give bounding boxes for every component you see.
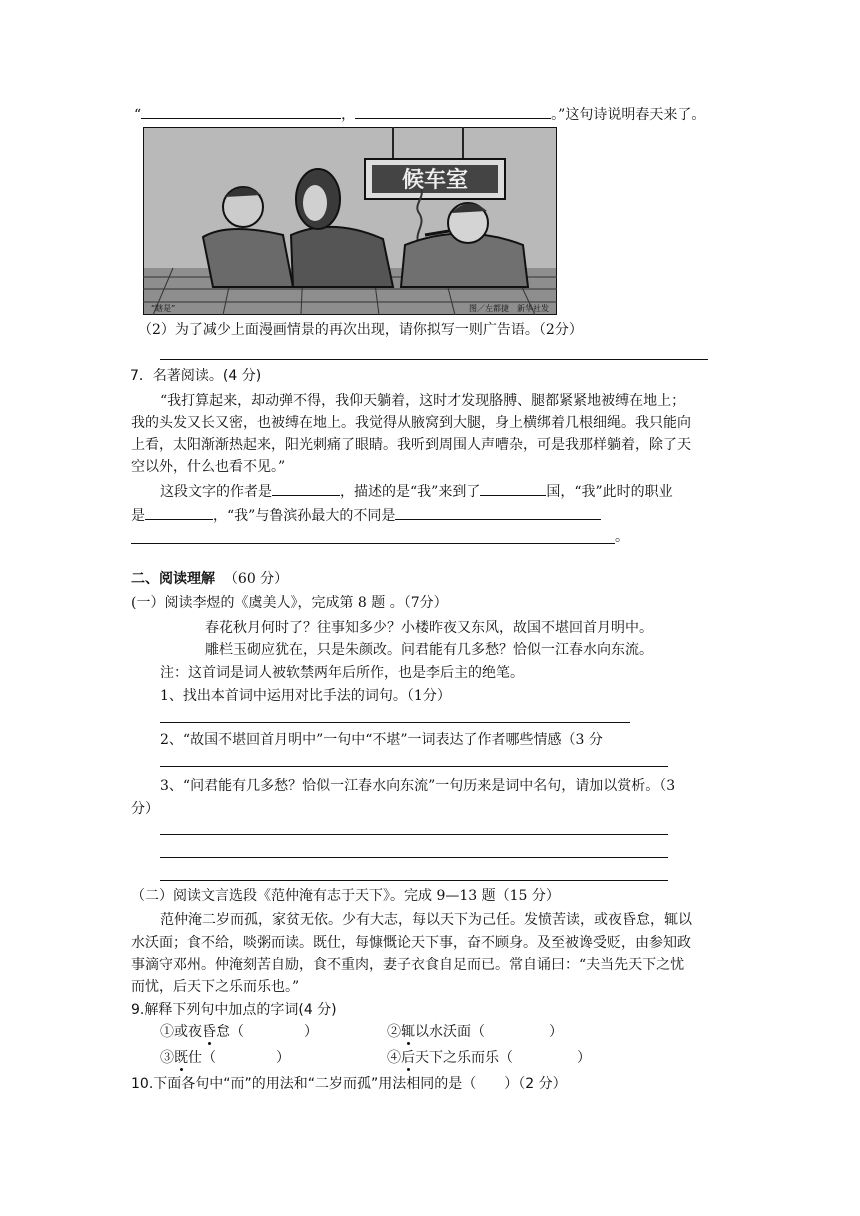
q6-2-prompt: （2）为了减少上面漫画情景的再次出现，请你拟写一则广告语。（2分）: [138, 322, 583, 338]
q7-passage-line-2: 我的头发又长又密，也被缚在地上。我觉得从腋窝到大腿，身上横绑着几根细绳。我只能向: [131, 415, 691, 431]
occupation-blank[interactable]: [145, 505, 213, 520]
part-2-passage-line-1: 范仲淹二岁而孤，家贫无依。少有大志，每以天下为己任。发愤苦读，或夜昏怠，辄以: [160, 912, 692, 928]
q10-prompt: 10.下面各句中“而”的用法和“二岁而孤”用法相同的是（ ）（2 分）: [131, 1076, 567, 1092]
q7-passage-line-1: “我打算起来，却动弹不得，我仰天躺着，这时才发现胳膊、腿都紧紧地被缚在地上；: [160, 393, 686, 409]
part-1-q2: 2、“故国不堪回首月明中”一句中“不堪”一词表达了作者哪些情感（3 分: [160, 732, 603, 748]
author-blank[interactable]: [272, 481, 340, 496]
q7-passage-line-3: 上看，太阳渐渐热起来，阳光刺痛了眼睛。我听到周围人声嘈杂，可是我那样躺着，除了天: [131, 437, 691, 453]
country-blank[interactable]: [480, 481, 546, 496]
q9-title: 9.解释下列句中加点的字词(4 分): [131, 1002, 337, 1018]
poem-blank-2[interactable]: [355, 104, 551, 119]
part-1-q1-answer-line[interactable]: [160, 722, 630, 723]
poem-blank-1[interactable]: [141, 104, 341, 119]
waiting-room-cartoon: [143, 127, 557, 315]
q7-fill-line-1: 这段文字的作者是 ，描述的是“我”来到了 国，“我”此时的职业: [160, 481, 673, 502]
part-2-passage-line-3: 事滴守邓州。仲淹刻苦自励，食不重肉，妻子衣食自足而已。常自诵曰：“夫当先天下之忧: [131, 957, 685, 973]
poem-fill-line: “ ， 。”这句诗说明春天来了。: [134, 104, 705, 125]
q9-item-1: ①或夜昏怠（ ）: [160, 1024, 318, 1040]
part-2-passage-line-2: 水沃面；食不给，啖粥而读。既仕，每慷慨论天下事，奋不顾身。及至被谗受贬，由参知政: [131, 935, 691, 951]
q9-item-4: ④后天下之乐而乐（ ）: [387, 1050, 591, 1066]
part-2-passage-line-4: 而忧，后天下之乐而乐也。”: [131, 979, 300, 995]
q7-title: 7．名著阅读。(4 分): [130, 368, 262, 384]
difference-blank[interactable]: [395, 505, 601, 520]
part-1-q3-answer-line-2[interactable]: [160, 857, 668, 858]
part-1-poem-line-2: 雕栏玉砌应犹在，只是朱颜改。问君能有几多愁？恰似一江春水向东流。: [205, 642, 653, 658]
part-1-intro: (一）阅读李煜的《虞美人》，完成第 8 题 。（7分）: [131, 595, 448, 611]
part-1-q2-answer-line[interactable]: [160, 766, 668, 767]
q7-answer-line[interactable]: [131, 543, 615, 544]
part-1-q3-score: 分）: [131, 801, 159, 817]
q7-end-period: 。: [615, 529, 629, 545]
part-2-intro: （二）阅读文言选段《范仲淹有志于天下》。完成 9—13 题（15 分）: [131, 888, 560, 904]
cartoon-caption-right: 图／左都捷 新华社发: [469, 304, 549, 313]
part-1-q3-answer-line-3[interactable]: [160, 880, 668, 881]
q7-fill-line-2: 是 ，“我”与鲁滨孙最大的不同是: [131, 505, 601, 526]
q7-passage-line-4: 空以外，什么也看不见。”: [131, 459, 286, 475]
sign-text: 候车室: [401, 168, 469, 193]
part-1-note: 注：这首词是词人被软禁两年后所作，也是李后主的绝笔。: [160, 665, 524, 681]
q9-item-3: ③既仕（ ）: [160, 1050, 290, 1066]
q9-item-2: ②辄以水沃面（ ）: [387, 1024, 563, 1040]
section-2-heading: 二、阅读理解 （60 分）: [131, 571, 289, 587]
part-1-q3-answer-line-1[interactable]: [160, 834, 668, 835]
cartoon-caption-left: “瞎是”: [151, 304, 176, 313]
part-1-q1: 1、找出本首词中运用对比手法的词句。（1分）: [160, 688, 451, 704]
part-1-q3: 3、“问君能有几多愁？恰似一江春水向东流”一句历来是词中名句，请加以赏析。（3: [160, 778, 676, 794]
part-1-poem-line-1: 春花秋月何时了？往事知多少？小楼昨夜又东风，故国不堪回首月明中。: [205, 620, 653, 636]
q6-2-answer-line[interactable]: [160, 359, 708, 360]
